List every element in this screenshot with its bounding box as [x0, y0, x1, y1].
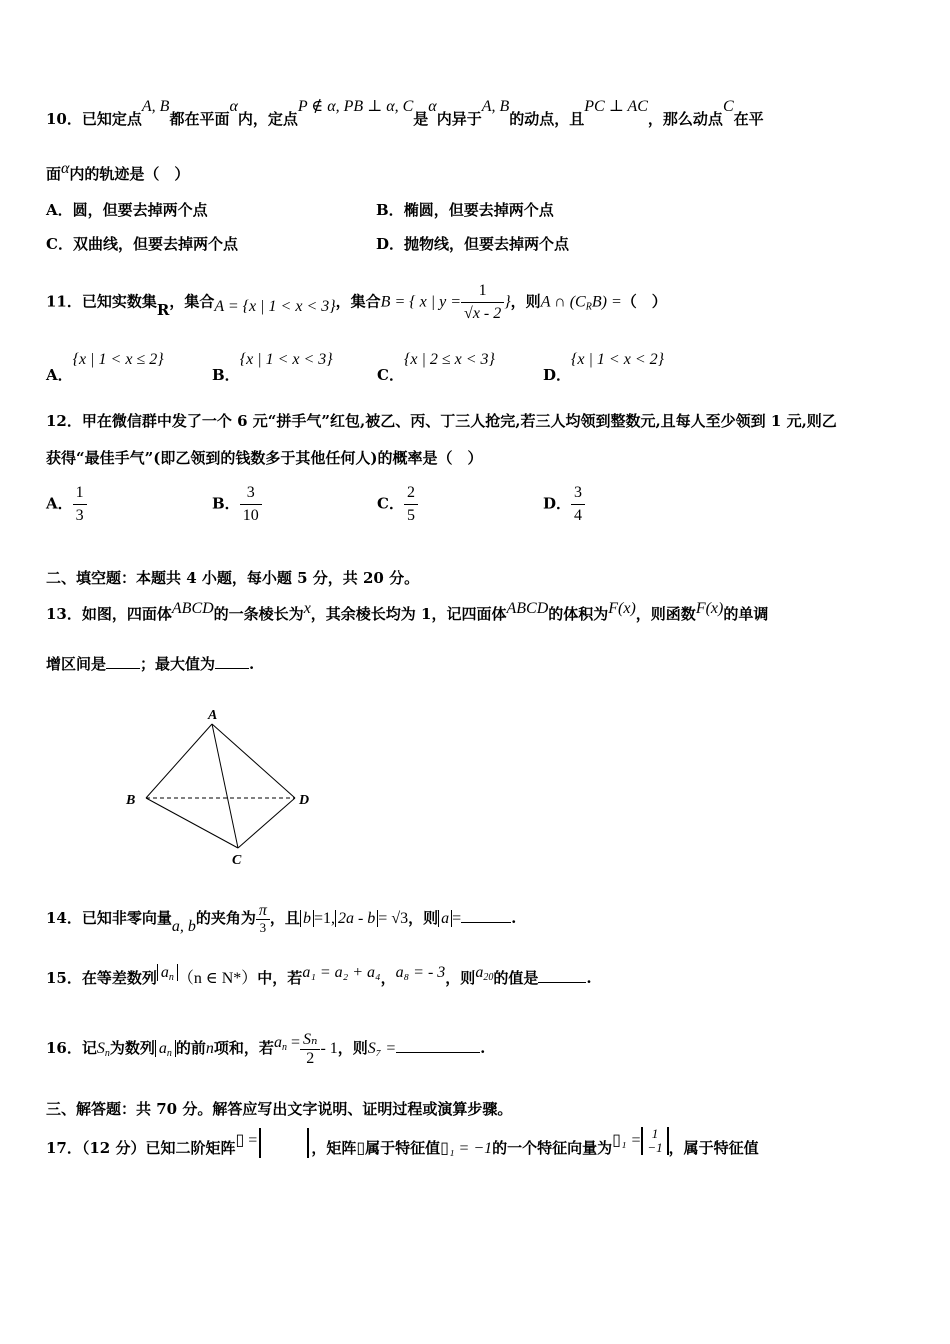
- q11-option-b: B．{x | 1 < x < 3}: [212, 351, 333, 384]
- q14-math-2ab-norm: 2a - b: [335, 910, 378, 927]
- q10-math-ab: A, B: [141, 98, 170, 115]
- q16-math-n: n: [205, 1040, 214, 1057]
- vertex-label-a: A: [208, 708, 218, 723]
- q14-text: ，且: [269, 909, 300, 927]
- q15-text: 的值是: [493, 969, 539, 987]
- q10-math-pcac: PC ⊥ AC: [584, 98, 648, 115]
- q16-number: 16．: [46, 1039, 82, 1057]
- q16-text: .: [480, 1039, 486, 1057]
- q10-text: 在平: [733, 110, 764, 128]
- q11-option-a: A．{x | 1 < x ≤ 2}: [46, 351, 164, 384]
- q15-blank[interactable]: [538, 968, 586, 983]
- vertex-label-d: D: [299, 793, 310, 808]
- q14-number: 14．: [46, 909, 82, 927]
- q12-option-c: C． $\frac{2}{5}$: [377, 482, 418, 527]
- q11-math-b: B = { x | y =: [380, 293, 462, 311]
- q15-text: 在等差数列: [81, 969, 157, 987]
- q10-text: 内异于: [436, 110, 482, 128]
- edge-ad: [212, 724, 295, 798]
- q11-text: ，集合: [335, 292, 381, 311]
- q10-option-d: D．抛物线，但要去掉两个点: [376, 235, 570, 253]
- q15-text: 中，若: [257, 969, 303, 987]
- q11-text: （ ）: [621, 292, 667, 311]
- q16-math-an-eq: $a_n$ =: [273, 1034, 300, 1053]
- q14-text: 的夹角为: [195, 909, 256, 927]
- q13-text: 的单调: [723, 605, 769, 623]
- q13-text: 增区间是: [46, 655, 107, 673]
- q16-math-minus1: - 1: [320, 1040, 338, 1057]
- q13-line1: [46, 600, 910, 624]
- q12-option-d: D． $\frac{3}{4}$: [543, 482, 585, 527]
- q14-text: 已知非零向量: [81, 909, 172, 927]
- q16-line: [46, 1028, 910, 1074]
- q16-text: 记: [81, 1039, 97, 1057]
- q14-math-b-norm: b: [300, 910, 314, 927]
- q17-number: 17．: [46, 1139, 82, 1157]
- edge-ac: [212, 724, 238, 848]
- q10-text: 的动点，且: [509, 110, 585, 128]
- q10-text: 是: [413, 110, 429, 128]
- q10-option-b: B．椭圆，但要去掉两个点: [376, 201, 554, 219]
- q10-number: 10．: [46, 110, 82, 128]
- q17-text: 属于特征值: [365, 1139, 441, 1157]
- section-3-heading: 三、解答题：共 70 分。解答应写出文字说明、证明过程或演算步骤。: [46, 1100, 513, 1118]
- q10-text: 内的轨迹是（ ）: [69, 165, 190, 183]
- tetrahedron-figure: [120, 700, 330, 870]
- q16-text: 的前: [175, 1039, 206, 1057]
- q16-blank[interactable]: [396, 1038, 480, 1053]
- q13-line2: [46, 653, 910, 674]
- q16-text: 项和，若: [213, 1039, 274, 1057]
- q15-math-cond1: a₁ = a₂ + a₄: [302, 964, 381, 981]
- q15-text: .: [586, 969, 592, 987]
- q17-math-lambda: ▯₁ = −1: [440, 1140, 493, 1157]
- q15-math-a20: $a_{20}$: [475, 964, 494, 983]
- q14-line: [46, 898, 910, 939]
- q13-text: ，其余棱长均为 1，记四面体: [310, 605, 507, 623]
- q10-text: 面: [46, 165, 62, 183]
- q14-text: ，则: [408, 909, 439, 927]
- q16-fraction: $\frac{\text{Sₙ}}{2}$: [300, 1031, 320, 1068]
- q11-option-d: D．{x | 1 < x < 2}: [543, 351, 665, 384]
- q10-text: 内，定点: [237, 110, 298, 128]
- q11-math-a: A = {x | 1 < x < 3}: [214, 297, 336, 315]
- q15-line: [46, 960, 910, 1002]
- q12-line1: 12．甲在微信群中发了一个 6 元“拼手气”红包,被乙、丙、丁三人抢完,若三人均领到整数元,且每人至少领到 1 元,则乙: [46, 412, 837, 430]
- q10-math-cond: P ∉ α, PB ⊥ α, C: [297, 98, 414, 115]
- q13-blank-2[interactable]: [215, 654, 249, 669]
- q11-line1: [46, 280, 910, 326]
- q14-math-eq2: = √3: [378, 910, 409, 927]
- q10-math-c: C: [722, 98, 734, 115]
- edge-bc: [146, 798, 238, 848]
- q14-math-ab: a, b: [171, 918, 196, 935]
- q17-math-box: ▯: [356, 1140, 366, 1157]
- q15-math-nn: （n ∈ N*）: [177, 970, 258, 987]
- q16-text: 为数列: [109, 1039, 155, 1057]
- q11-option-c: C．{x | 2 ≤ x < 3}: [377, 351, 495, 384]
- q10-line1: [46, 98, 910, 129]
- q16-text: ，则: [337, 1039, 368, 1057]
- edge-ab: [146, 724, 212, 798]
- q15-math-an: $a_n$: [157, 964, 178, 981]
- q17-text: ，属于特征值: [668, 1139, 759, 1157]
- q13-text: 如图，四面体: [81, 605, 172, 623]
- vertex-label-c: C: [232, 853, 242, 868]
- q11-text: ，集合: [169, 292, 215, 311]
- q15-text: ，: [380, 969, 396, 987]
- q16-math-s7: S₇ =: [367, 1040, 397, 1057]
- section-2-heading: 二、填空题：本题共 4 小题，每小题 5 分，共 20 分。: [46, 569, 420, 587]
- q17-math-alpha: ▯₁ =: [612, 1132, 642, 1149]
- vertex-label-b: B: [126, 793, 136, 808]
- q11-fraction: $\frac{1}{√x - 2}$: [461, 280, 504, 325]
- q13-text: 的一条棱长为: [213, 605, 304, 623]
- q14-fraction: $\frac{\pi}{3}$: [256, 903, 270, 936]
- q10-math-alpha: α: [229, 98, 238, 115]
- q11-math-b-close: }: [504, 293, 511, 311]
- q14-math-eq1: =1,: [313, 910, 335, 927]
- q14-math-a-norm: a: [438, 910, 452, 927]
- q12-option-a: A． $\frac{1}{3}$: [46, 482, 87, 527]
- q17-vector: 1 −1: [641, 1127, 668, 1155]
- q11-number: 11．: [46, 292, 82, 311]
- q17-matrix-placeholder: [259, 1128, 309, 1158]
- q14-text: .: [511, 909, 517, 927]
- q10-math-alpha: α: [61, 160, 70, 177]
- q13-blank-1[interactable]: [106, 654, 140, 669]
- q15-number: 15．: [46, 969, 82, 987]
- q16-math-an: $a_n$: [155, 1040, 176, 1057]
- q15-text: ，则: [445, 969, 476, 987]
- q10-text: ，那么动点: [647, 110, 723, 128]
- q17-text: ，矩阵: [311, 1139, 357, 1157]
- q17-text: 的一个特征向量为: [492, 1139, 613, 1157]
- q17-math-matrix-m: ▯ =: [235, 1132, 258, 1149]
- q11-math-expr: A ∩ (C: [540, 293, 586, 311]
- q13-math-abcd: ABCD: [171, 600, 214, 617]
- q11-text: 已知实数集: [81, 292, 157, 311]
- q13-text: ，则函数: [635, 605, 696, 623]
- q13-math-abcd: ABCD: [506, 600, 549, 617]
- q13-text: 的体积为: [548, 605, 609, 623]
- edge-cd: [238, 798, 295, 848]
- q15-math-cond2: a₈ = - 3: [395, 964, 446, 981]
- q13-math-x: x: [303, 600, 311, 617]
- q12-option-b: B． $\frac{3}{10}$: [212, 482, 262, 527]
- q16-math-sn: $S_n$: [96, 1040, 110, 1059]
- q14-blank[interactable]: [461, 908, 511, 923]
- q11-text: ，则: [510, 292, 541, 311]
- q13-text: .: [249, 655, 255, 673]
- q10-math-ab: A, B: [481, 98, 510, 115]
- q11-math-expr-end: B) =: [591, 293, 622, 311]
- q11-math-sub: R: [585, 301, 592, 313]
- q13-math-fx: F(x): [608, 600, 636, 617]
- q10-option-a: A．圆，但要去掉两个点: [46, 201, 208, 219]
- q14-math-eq3: =: [452, 910, 462, 927]
- q10-math-alpha: α: [428, 98, 437, 115]
- q10-option-c: C．双曲线，但要去掉两个点: [46, 235, 238, 253]
- q10-text: 都在平面: [169, 110, 230, 128]
- q17-text: （12 分）已知二阶矩阵: [81, 1139, 236, 1157]
- q12-line2: 获得“最佳手气”(即乙领到的钱数多于其他任何人)的概率是（ ）: [46, 449, 483, 467]
- q10-line2: [46, 160, 910, 184]
- q11-math-r: R: [156, 300, 170, 319]
- q13-text: ；最大值为: [140, 655, 216, 673]
- q13-number: 13．: [46, 605, 82, 623]
- q17-line: [46, 1128, 910, 1169]
- q10-text: 已知定点: [81, 110, 142, 128]
- q13-math-fx: F(x): [695, 600, 724, 617]
